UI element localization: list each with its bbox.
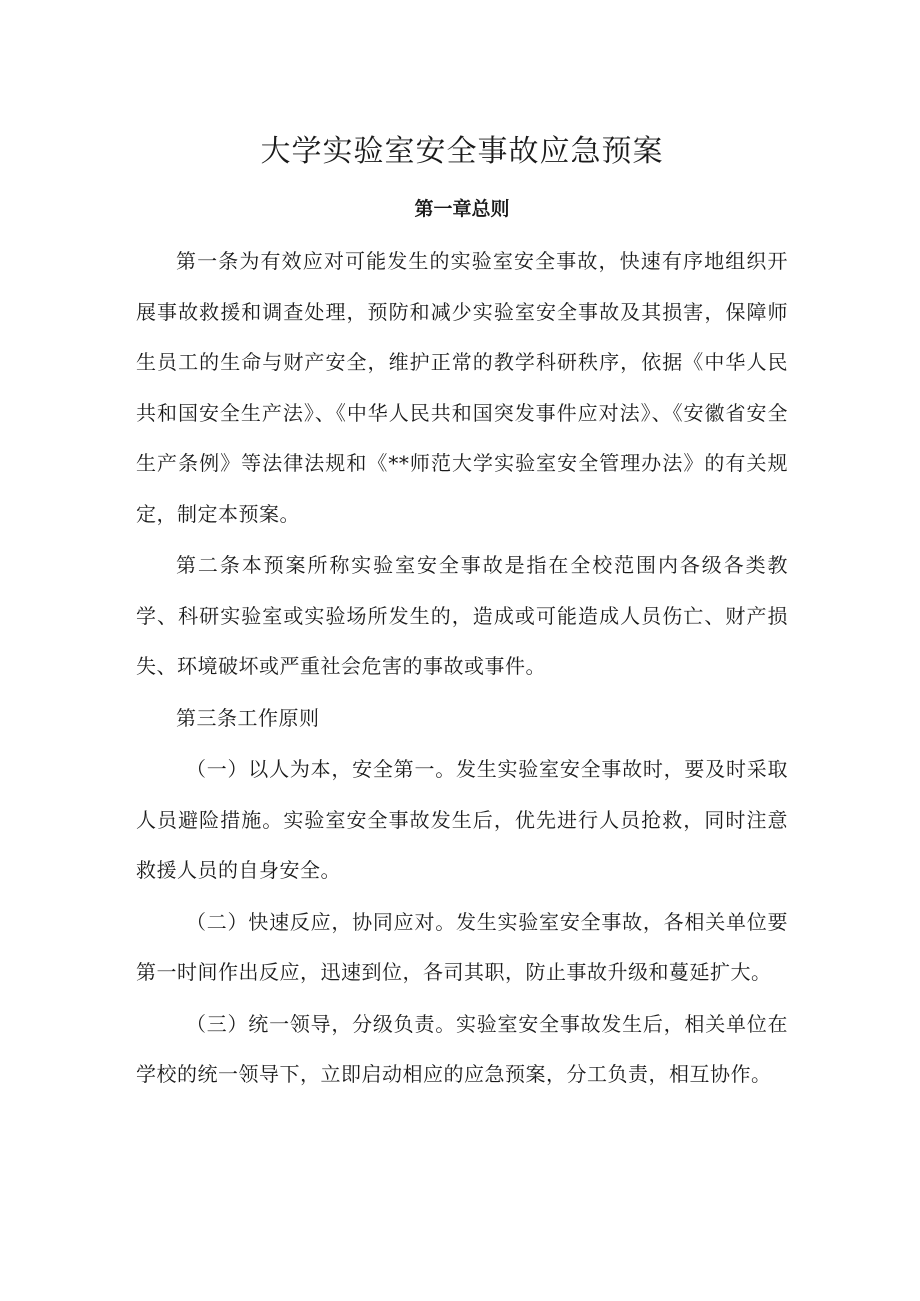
article-1-paragraph: 第一条为有效应对可能发生的实验室安全事故，快速有序地组织开展事故救援和调查处理，预防和减少实验室安全事故及其损害，保障师生员工的生命与财产安全，维护正常的教学科研秩序，依据《中华人民共和国安全生产法》、《中华人民共和国突发事件应对法》、《安徽省安全生产条例》等法律法规和《**师范大学实验室安全管理办法》的有关规定，制定本预案。 (136, 249, 788, 526)
article-3-heading: 第三条工作原则 (176, 705, 320, 730)
principle-3-paragraph: （三）统一领导，分级负责。实验室安全事故发生后，相关单位在学校的统一领导下，立即启动相应的应急预案，分工负责，相互协作。 (136, 1011, 788, 1086)
principle-1-paragraph: （一）以人为本，安全第一。发生实验室安全事故时，要及时采取人员避险措施。实验室安全事故发生后，优先进行人员抢救，同时注意救援人员的自身安全。 (136, 757, 788, 882)
chapter-heading: 第一章总则 (414, 198, 510, 220)
document-title: 大学实验室安全事故应急预案 (260, 134, 664, 169)
principle-2-paragraph: （二）快速反应，协同应对。发生实验室安全事故，各相关单位要第一时间作出反应，迅速到位，各司其职，防止事故升级和蔓延扩大。 (136, 909, 788, 984)
article-2-paragraph: 第二条本预案所称实验室安全事故是指在全校范围内各级各类教学、科研实验室或实验场所发生的，造成或可能造成人员伤亡、财产损失、环境破坏或严重社会危害的事故或事件。 (136, 553, 788, 678)
